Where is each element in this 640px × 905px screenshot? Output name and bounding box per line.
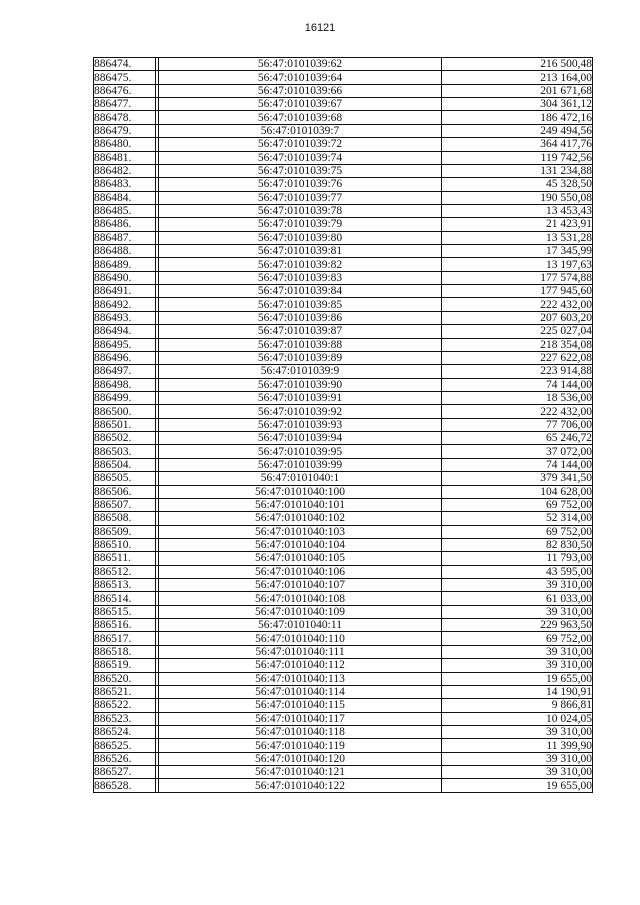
row-number-cell: 886485. — [94, 204, 156, 217]
cadastral-value-cell: 65 246,72 — [442, 432, 593, 445]
table-row — [94, 311, 593, 324]
row-number-cell: 886506. — [94, 485, 156, 498]
table-row — [94, 752, 593, 765]
cadastral-number-cell: 56:47:0101039:67 — [159, 98, 442, 111]
table-row — [94, 619, 593, 632]
cadastral-number-cell: 56:47:0101040:113 — [159, 672, 442, 685]
row-number-cell: 886497. — [94, 365, 156, 378]
row-number-cell: 886494. — [94, 325, 156, 338]
cadastral-number-cell: 56:47:0101039:83 — [159, 271, 442, 284]
table-row — [94, 338, 593, 351]
cadastral-number-cell: 56:47:0101039:62 — [159, 58, 442, 71]
cadastral-value-cell: 39 310,00 — [442, 752, 593, 765]
cadastral-value-cell: 216 500,48 — [442, 58, 593, 71]
table-row — [94, 685, 593, 698]
table-row — [94, 525, 593, 538]
cadastral-number-cell: 56:47:0101040:114 — [159, 685, 442, 698]
row-number-cell: 886526. — [94, 752, 156, 765]
table-row — [94, 605, 593, 618]
cadastral-number-cell: 56:47:0101039:75 — [159, 164, 442, 177]
cadastral-number-cell: 56:47:0101039:72 — [159, 138, 442, 151]
cadastral-value-cell: 10 024,05 — [442, 712, 593, 725]
row-number-cell: 886496. — [94, 351, 156, 364]
table-row — [94, 659, 593, 672]
row-number-cell: 886520. — [94, 672, 156, 685]
row-number-cell: 886516. — [94, 619, 156, 632]
row-number-cell: 886512. — [94, 565, 156, 578]
cadastral-value-cell: 17 345,99 — [442, 245, 593, 258]
table-row — [94, 418, 593, 431]
cadastral-value-cell: 222 432,00 — [442, 405, 593, 418]
cadastral-value-table — [93, 57, 593, 793]
page-number: 16121 — [304, 22, 336, 34]
table-row — [94, 231, 593, 244]
cadastral-value-cell: 13 197,63 — [442, 258, 593, 271]
row-number-cell: 886477. — [94, 98, 156, 111]
row-number-cell: 886493. — [94, 311, 156, 324]
table-body — [94, 58, 593, 793]
cadastral-number-cell: 56:47:0101039:87 — [159, 325, 442, 338]
cadastral-value-cell: 21 423,91 — [442, 218, 593, 231]
table-row — [94, 204, 593, 217]
row-number-cell: 886476. — [94, 84, 156, 97]
cadastral-value-cell: 69 752,00 — [442, 632, 593, 645]
cadastral-value-cell: 18 536,00 — [442, 391, 593, 404]
cadastral-number-cell: 56:47:0101040:111 — [159, 645, 442, 658]
cadastral-value-cell: 74 144,00 — [442, 378, 593, 391]
cadastral-value-cell: 104 628,00 — [442, 485, 593, 498]
table-row — [94, 699, 593, 712]
cadastral-number-cell: 56:47:0101039:76 — [159, 178, 442, 191]
table-row — [94, 365, 593, 378]
cadastral-number-cell: 56:47:0101040:115 — [159, 699, 442, 712]
table-row — [94, 378, 593, 391]
table-row — [94, 565, 593, 578]
row-number-cell: 886495. — [94, 338, 156, 351]
cadastral-value-cell: 249 494,56 — [442, 124, 593, 137]
cadastral-number-cell: 56:47:0101039:86 — [159, 311, 442, 324]
cadastral-number-cell: 56:47:0101039:88 — [159, 338, 442, 351]
table-row — [94, 271, 593, 284]
row-number-cell: 886486. — [94, 218, 156, 231]
cadastral-number-cell: 56:47:0101039:99 — [159, 458, 442, 471]
cadastral-value-cell: 119 742,56 — [442, 151, 593, 164]
table-row — [94, 325, 593, 338]
row-number-cell: 886509. — [94, 525, 156, 538]
table-row — [94, 71, 593, 84]
cadastral-number-cell: 56:47:0101039:7 — [159, 124, 442, 137]
cadastral-value-cell: 227 622,08 — [442, 351, 593, 364]
cadastral-number-cell: 56:47:0101040:100 — [159, 485, 442, 498]
table-row — [94, 592, 593, 605]
row-number-cell: 886505. — [94, 472, 156, 485]
cadastral-number-cell: 56:47:0101040:104 — [159, 538, 442, 551]
row-number-cell: 886482. — [94, 164, 156, 177]
cadastral-number-cell: 56:47:0101040:106 — [159, 565, 442, 578]
cadastral-value-cell: 19 655,00 — [442, 779, 593, 792]
table-row — [94, 391, 593, 404]
row-number-cell: 886517. — [94, 632, 156, 645]
table-row — [94, 164, 593, 177]
cadastral-value-cell: 201 671,68 — [442, 84, 593, 97]
row-number-cell: 886514. — [94, 592, 156, 605]
cadastral-value-cell: 131 234,88 — [442, 164, 593, 177]
row-number-cell: 886511. — [94, 552, 156, 565]
cadastral-number-cell: 56:47:0101039:93 — [159, 418, 442, 431]
table-row — [94, 58, 593, 71]
table-row — [94, 485, 593, 498]
cadastral-value-cell: 9 866,81 — [442, 699, 593, 712]
row-number-cell: 886474. — [94, 58, 156, 71]
table-row — [94, 538, 593, 551]
cadastral-number-cell: 56:47:0101040:117 — [159, 712, 442, 725]
cadastral-number-cell: 56:47:0101040:120 — [159, 752, 442, 765]
table-row — [94, 351, 593, 364]
table-row — [94, 84, 593, 97]
cadastral-number-cell: 56:47:0101040:105 — [159, 552, 442, 565]
table-row — [94, 111, 593, 124]
cadastral-number-cell: 56:47:0101040:11 — [159, 619, 442, 632]
cadastral-value-cell: 13 453,43 — [442, 204, 593, 217]
row-number-cell: 886518. — [94, 645, 156, 658]
row-number-cell: 886489. — [94, 258, 156, 271]
row-number-cell: 886525. — [94, 739, 156, 752]
cadastral-value-cell: 39 310,00 — [442, 605, 593, 618]
cadastral-number-cell: 56:47:0101040:108 — [159, 592, 442, 605]
row-number-cell: 886527. — [94, 766, 156, 779]
cadastral-number-cell: 56:47:0101039:95 — [159, 445, 442, 458]
row-number-cell: 886483. — [94, 178, 156, 191]
cadastral-number-cell: 56:47:0101040:102 — [159, 512, 442, 525]
row-number-cell: 886523. — [94, 712, 156, 725]
cadastral-number-cell: 56:47:0101039:91 — [159, 391, 442, 404]
cadastral-value-cell: 61 033,00 — [442, 592, 593, 605]
cadastral-number-cell: 56:47:0101039:9 — [159, 365, 442, 378]
row-number-cell: 886488. — [94, 245, 156, 258]
row-number-cell: 886484. — [94, 191, 156, 204]
row-number-cell: 886508. — [94, 512, 156, 525]
cadastral-value-cell: 364 417,76 — [442, 138, 593, 151]
row-number-cell: 886480. — [94, 138, 156, 151]
cadastral-value-cell: 82 830,50 — [442, 538, 593, 551]
cadastral-number-cell: 56:47:0101039:80 — [159, 231, 442, 244]
table-row — [94, 712, 593, 725]
table-row — [94, 258, 593, 271]
cadastral-number-cell: 56:47:0101039:64 — [159, 71, 442, 84]
table-row — [94, 285, 593, 298]
row-number-cell: 886510. — [94, 538, 156, 551]
table-row — [94, 579, 593, 592]
table-row — [94, 725, 593, 738]
cadastral-number-cell: 56:47:0101040:107 — [159, 579, 442, 592]
table-row — [94, 458, 593, 471]
table-row — [94, 178, 593, 191]
row-number-cell: 886500. — [94, 405, 156, 418]
row-number-cell: 886498. — [94, 378, 156, 391]
table-row — [94, 138, 593, 151]
table-row — [94, 98, 593, 111]
cadastral-value-cell: 69 752,00 — [442, 525, 593, 538]
cadastral-value-cell: 186 472,16 — [442, 111, 593, 124]
row-number-cell: 886524. — [94, 725, 156, 738]
cadastral-number-cell: 56:47:0101039:74 — [159, 151, 442, 164]
cadastral-value-cell: 223 914,88 — [442, 365, 593, 378]
row-number-cell: 886499. — [94, 391, 156, 404]
row-number-cell: 886528. — [94, 779, 156, 792]
row-number-cell: 886487. — [94, 231, 156, 244]
table-row — [94, 445, 593, 458]
table-row — [94, 632, 593, 645]
cadastral-value-cell: 218 354,08 — [442, 338, 593, 351]
cadastral-number-cell: 56:47:0101040:109 — [159, 605, 442, 618]
cadastral-number-cell: 56:47:0101039:89 — [159, 351, 442, 364]
table-row — [94, 151, 593, 164]
cadastral-value-cell: 177 945,60 — [442, 285, 593, 298]
cadastral-number-cell: 56:47:0101040:112 — [159, 659, 442, 672]
row-number-cell: 886491. — [94, 285, 156, 298]
cadastral-value-cell: 207 603,20 — [442, 311, 593, 324]
table-row — [94, 432, 593, 445]
cadastral-value-cell: 39 310,00 — [442, 766, 593, 779]
row-number-cell: 886479. — [94, 124, 156, 137]
cadastral-value-cell: 39 310,00 — [442, 659, 593, 672]
cadastral-number-cell: 56:47:0101039:77 — [159, 191, 442, 204]
cadastral-number-cell: 56:47:0101039:66 — [159, 84, 442, 97]
cadastral-value-cell: 39 310,00 — [442, 579, 593, 592]
row-number-cell: 886475. — [94, 71, 156, 84]
table-row — [94, 405, 593, 418]
cadastral-value-cell: 213 164,00 — [442, 71, 593, 84]
cadastral-number-cell: 56:47:0101039:82 — [159, 258, 442, 271]
cadastral-value-cell: 52 314,00 — [442, 512, 593, 525]
cadastral-number-cell: 56:47:0101039:94 — [159, 432, 442, 445]
cadastral-value-cell: 11 399,90 — [442, 739, 593, 752]
cadastral-number-cell: 56:47:0101040:121 — [159, 766, 442, 779]
cadastral-value-cell: 74 144,00 — [442, 458, 593, 471]
cadastral-number-cell: 56:47:0101039:68 — [159, 111, 442, 124]
cadastral-value-cell: 222 432,00 — [442, 298, 593, 311]
row-number-cell: 886501. — [94, 418, 156, 431]
cadastral-value-cell: 69 752,00 — [442, 498, 593, 511]
table-row — [94, 552, 593, 565]
row-number-cell: 886504. — [94, 458, 156, 471]
row-number-cell: 886515. — [94, 605, 156, 618]
cadastral-value-cell: 225 027,04 — [442, 325, 593, 338]
cadastral-number-cell: 56:47:0101040:1 — [159, 472, 442, 485]
cadastral-value-cell: 304 361,12 — [442, 98, 593, 111]
cadastral-number-cell: 56:47:0101039:81 — [159, 245, 442, 258]
table-row — [94, 472, 593, 485]
cadastral-value-cell: 39 310,00 — [442, 645, 593, 658]
row-number-cell: 886503. — [94, 445, 156, 458]
cadastral-number-cell: 56:47:0101039:85 — [159, 298, 442, 311]
table-row — [94, 766, 593, 779]
cadastral-value-cell: 13 531,28 — [442, 231, 593, 244]
cadastral-value-cell: 39 310,00 — [442, 725, 593, 738]
row-number-cell: 886522. — [94, 699, 156, 712]
cadastral-number-cell: 56:47:0101040:101 — [159, 498, 442, 511]
table-row — [94, 645, 593, 658]
cadastral-number-cell: 56:47:0101039:84 — [159, 285, 442, 298]
cadastral-number-cell: 56:47:0101039:78 — [159, 204, 442, 217]
table-row — [94, 245, 593, 258]
cadastral-value-cell: 77 706,00 — [442, 418, 593, 431]
row-number-cell: 886507. — [94, 498, 156, 511]
cadastral-value-cell: 19 655,00 — [442, 672, 593, 685]
cadastral-number-cell: 56:47:0101039:92 — [159, 405, 442, 418]
cadastral-number-cell: 56:47:0101040:110 — [159, 632, 442, 645]
cadastral-number-cell: 56:47:0101039:79 — [159, 218, 442, 231]
cadastral-value-cell: 37 072,00 — [442, 445, 593, 458]
cadastral-number-cell: 56:47:0101040:103 — [159, 525, 442, 538]
cadastral-value-cell: 177 574,88 — [442, 271, 593, 284]
cadastral-number-cell: 56:47:0101040:118 — [159, 725, 442, 738]
table-row — [94, 298, 593, 311]
row-number-cell: 886478. — [94, 111, 156, 124]
row-number-cell: 886502. — [94, 432, 156, 445]
table-row — [94, 218, 593, 231]
table-row — [94, 498, 593, 511]
cadastral-value-cell: 14 190,91 — [442, 685, 593, 698]
cadastral-number-cell: 56:47:0101040:119 — [159, 739, 442, 752]
table-row — [94, 512, 593, 525]
row-number-cell: 886492. — [94, 298, 156, 311]
table-row — [94, 124, 593, 137]
row-number-cell: 886521. — [94, 685, 156, 698]
table-row — [94, 672, 593, 685]
row-number-cell: 886519. — [94, 659, 156, 672]
row-number-cell: 886490. — [94, 271, 156, 284]
row-number-cell: 886513. — [94, 579, 156, 592]
cadastral-value-cell: 190 550,08 — [442, 191, 593, 204]
table-row — [94, 191, 593, 204]
table-row — [94, 739, 593, 752]
cadastral-value-cell: 43 595,00 — [442, 565, 593, 578]
cadastral-value-cell: 11 793,00 — [442, 552, 593, 565]
row-number-cell: 886481. — [94, 151, 156, 164]
cadastral-number-cell: 56:47:0101040:122 — [159, 779, 442, 792]
cadastral-value-cell: 45 328,50 — [442, 178, 593, 191]
cadastral-value-cell: 229 963,50 — [442, 619, 593, 632]
table-row — [94, 779, 593, 792]
cadastral-value-cell: 379 341,50 — [442, 472, 593, 485]
cadastral-number-cell: 56:47:0101039:90 — [159, 378, 442, 391]
